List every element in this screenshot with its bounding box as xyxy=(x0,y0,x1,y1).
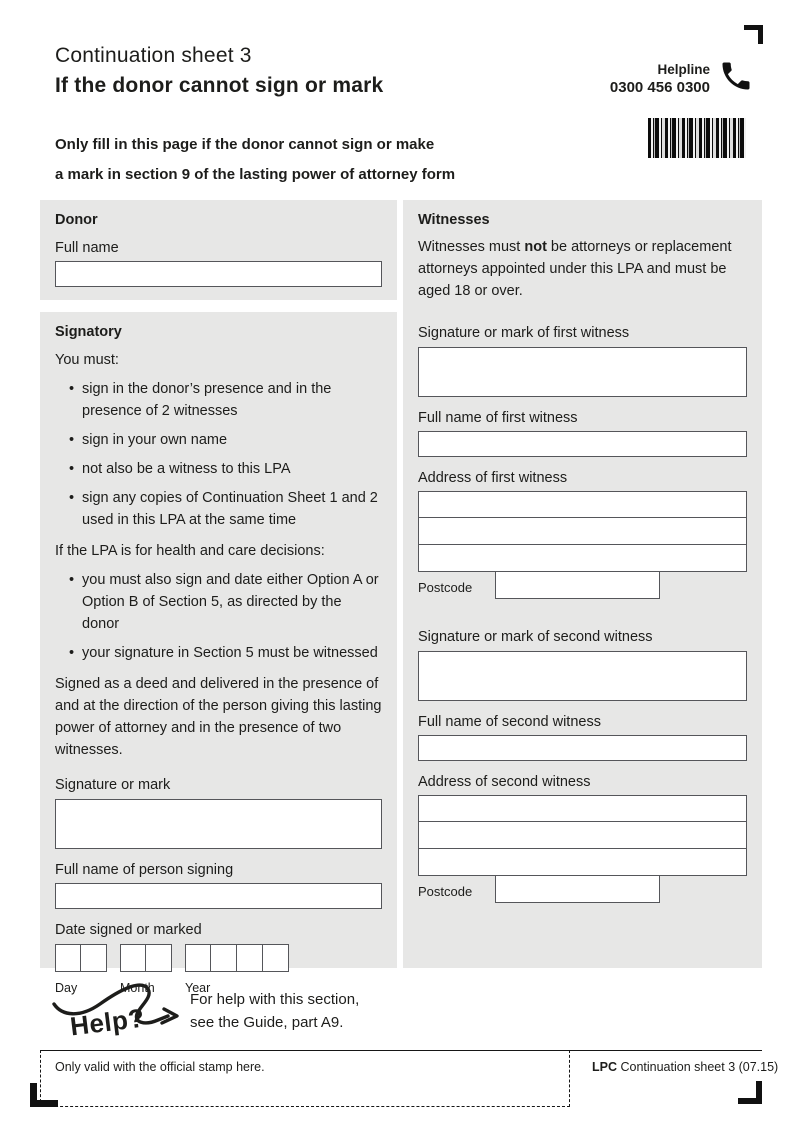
donor-section-title: Donor xyxy=(55,212,98,228)
first-witness-signature-box[interactable] xyxy=(418,347,747,397)
year-caption: Year xyxy=(185,981,211,995)
form-reference xyxy=(592,1060,778,1074)
month-cells xyxy=(120,944,172,972)
form-reference-rest: Continuation sheet 3 (07.15) xyxy=(617,1060,779,1074)
second-witness-address-line-3[interactable] xyxy=(418,849,747,876)
date-signed-fields xyxy=(55,944,382,972)
helpline-block xyxy=(520,61,710,97)
help-note xyxy=(190,988,359,1034)
year-digit-box[interactable] xyxy=(211,944,237,972)
second-witness-address-rows xyxy=(418,795,747,876)
signatory-section xyxy=(40,312,397,995)
second-witness-signature-label: Signature or mark of second witness xyxy=(418,629,653,645)
stamp-instruction: Only valid with the official stamp here. xyxy=(55,1060,265,1074)
day-caption: Day xyxy=(55,981,78,995)
corner-bracket-bottom-left xyxy=(30,1083,58,1107)
page-subtitle: If the donor cannot sign or mark xyxy=(55,74,384,97)
year-digit-box[interactable] xyxy=(263,944,289,972)
second-witness-postcode-label: Postcode xyxy=(418,884,473,899)
health-care-intro: If the LPA is for health and care decisions: xyxy=(55,543,325,559)
witnesses-section xyxy=(403,200,762,968)
first-witness-postcode-box[interactable] xyxy=(495,572,660,599)
first-witness-address-rows xyxy=(418,491,747,572)
second-witness-address-line-1[interactable] xyxy=(418,795,747,822)
official-stamp-box xyxy=(40,1050,570,1107)
donor-section xyxy=(40,200,397,300)
signature-or-mark-label: Signature or mark xyxy=(55,777,171,793)
barcode-icon xyxy=(648,118,746,158)
first-witness-name-input[interactable] xyxy=(418,431,747,457)
intro-line-2: a mark in section 9 of the lasting power of attorney form xyxy=(55,166,456,183)
day-digit-box[interactable] xyxy=(81,944,107,972)
helpline-label: Helpline xyxy=(657,62,710,77)
second-witness-name-input[interactable] xyxy=(418,735,747,761)
help-word: Help? xyxy=(68,1002,147,1042)
corner-bracket-bottom-right xyxy=(738,1081,762,1104)
form-reference-code: LPC xyxy=(592,1060,617,1074)
first-witness-postcode-label: Postcode xyxy=(418,580,473,595)
rule-item: • you must also sign and date either Option A or Option B of Section 5, as directed by the donor xyxy=(69,569,382,635)
helpline-number: 0300 456 0300 xyxy=(609,79,710,96)
rule-item: • sign in the donor’s presence and in the presence of 2 witnesses xyxy=(69,378,382,422)
witnesses-section-title: Witnesses xyxy=(418,212,490,228)
year-cells xyxy=(185,944,289,972)
you-must-text: You must: xyxy=(55,352,119,368)
witnesses-note-bold: not xyxy=(524,239,547,255)
first-witness-signature-label: Signature or mark of first witness xyxy=(418,325,630,341)
signatory-signature-box[interactable] xyxy=(55,799,382,849)
person-signing-name-label: Full name of person signing xyxy=(55,862,234,878)
first-witness-address-line-1[interactable] xyxy=(418,491,747,518)
second-witness-postcode-row xyxy=(418,876,747,903)
intro-instruction xyxy=(55,130,455,190)
day-cells xyxy=(55,944,107,972)
rule-item: • sign any copies of Continuation Sheet 1 and 2 used in this LPA at the same time xyxy=(69,487,382,531)
help-note-line-2: see the Guide, part A9. xyxy=(190,1014,344,1031)
second-witness-address-line-2[interactable] xyxy=(418,822,747,849)
signatory-section-title: Signatory xyxy=(55,324,122,340)
corner-bracket-top-right xyxy=(744,25,763,44)
first-witness-postcode-row xyxy=(418,572,747,599)
health-care-rules-list xyxy=(69,569,382,664)
page-title: Continuation sheet 3 xyxy=(55,44,252,67)
donor-full-name-label: Full name xyxy=(55,240,119,256)
witnesses-note-post: be attorneys or replacement attorneys appointed under this LPA and must be aged 18 or over. xyxy=(418,239,732,299)
person-signing-name-input[interactable] xyxy=(55,883,382,909)
second-witness-signature-box[interactable] xyxy=(418,651,747,701)
deed-statement: Signed as a deed and delivered in the presence of and at the direction of the person giving this lasting power of attorney and in the presence of two witnesses. xyxy=(55,676,382,758)
first-witness-name-label: Full name of first witness xyxy=(418,410,578,426)
rule-item: • sign in your own name xyxy=(69,429,382,451)
help-note-line-1: For help with this section, xyxy=(190,991,360,1008)
signatory-rules-list xyxy=(69,378,382,531)
first-witness-address-line-2[interactable] xyxy=(418,518,747,545)
rule-item: • your signature in Section 5 must be witnessed xyxy=(69,642,382,664)
month-digit-box[interactable] xyxy=(146,944,172,972)
second-witness-postcode-box[interactable] xyxy=(495,876,660,903)
phone-icon xyxy=(718,58,754,94)
year-digit-box[interactable] xyxy=(237,944,263,972)
first-witness-address-label: Address of first witness xyxy=(418,470,568,486)
month-digit-box[interactable] xyxy=(120,944,146,972)
second-witness-name-label: Full name of second witness xyxy=(418,714,601,730)
second-witness-address-label: Address of second witness xyxy=(418,774,591,790)
intro-line-1: Only fill in this page if the donor cannot sign or make xyxy=(55,136,435,153)
first-witness-address-line-3[interactable] xyxy=(418,545,747,572)
date-signed-label: Date signed or marked xyxy=(55,922,202,938)
donor-full-name-input[interactable] xyxy=(55,261,382,287)
month-caption: Month xyxy=(120,981,155,995)
day-digit-box[interactable] xyxy=(55,944,81,972)
year-digit-box[interactable] xyxy=(185,944,211,972)
rule-item: • not also be a witness to this LPA xyxy=(69,458,382,480)
witnesses-note-pre: Witnesses must xyxy=(418,239,525,255)
witnesses-note xyxy=(418,236,747,302)
